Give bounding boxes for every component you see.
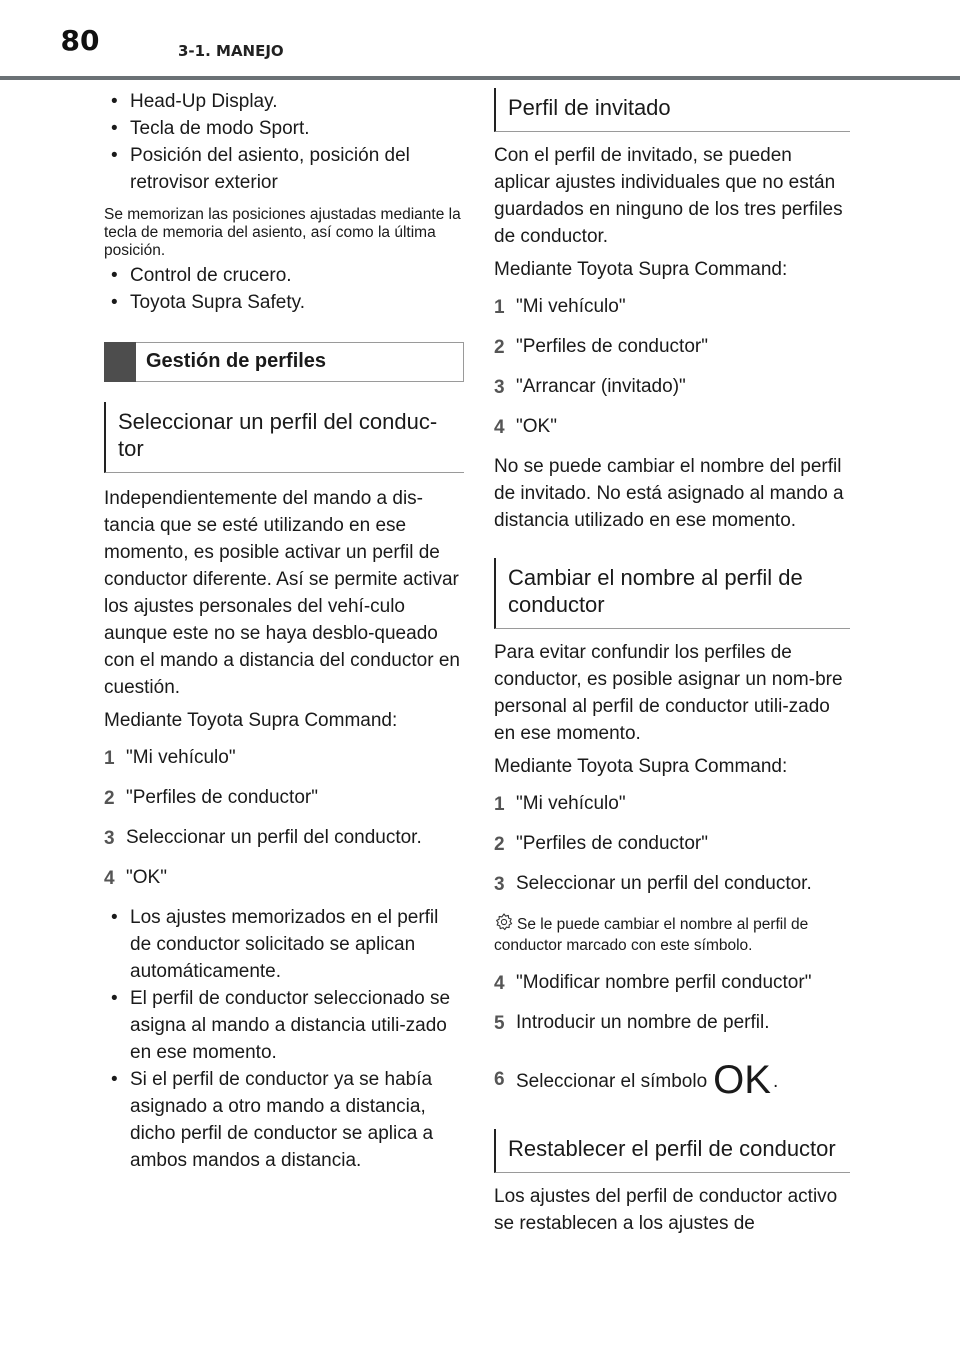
step-text: "Perfiles de conductor" <box>126 787 318 808</box>
step-number: 2 <box>104 788 115 809</box>
step-text: "Modificar nombre perfil conductor" <box>516 972 812 993</box>
step-item <box>494 373 850 401</box>
step-text: "Perfiles de conductor" <box>516 336 708 357</box>
paragraph: Mediante Toyota Supra Command: <box>494 756 788 777</box>
step-number: 4 <box>104 868 115 889</box>
subheading-rename-profile: Cambiar el nombre al perfil de conductor <box>494 558 850 629</box>
page-number: 80 <box>60 24 100 57</box>
step-number: 2 <box>494 834 505 855</box>
list-item: • Toyota Supra Safety. <box>104 289 464 316</box>
step-item <box>494 969 850 997</box>
step-item <box>494 293 850 321</box>
header-rule <box>0 76 960 80</box>
gear-note <box>494 912 850 955</box>
step-number: 1 <box>104 748 115 769</box>
step-number: 3 <box>494 874 505 895</box>
bullet-list-top <box>104 88 464 196</box>
banner-title: Gestión de perfiles <box>146 350 327 372</box>
step-number: 6 <box>494 1069 505 1090</box>
gear-icon <box>494 912 514 937</box>
step-text: "OK" <box>126 867 167 888</box>
step-text: "Mi vehículo" <box>516 793 626 814</box>
paragraph: Para evitar confundir los perfiles de conductor, es posible asignar un nom-bre personal al perfil de conductor utili-zado en ese momento. <box>494 642 843 744</box>
list-item: • Control de crucero. <box>104 262 464 289</box>
step-number: 1 <box>494 794 505 815</box>
section-banner <box>104 342 464 382</box>
step-item <box>104 744 464 772</box>
gear-note-text: Se le puede cambiar el nombre al perfil de conductor marcado con este símbolo. <box>494 916 809 954</box>
step-6-end: . <box>772 1071 779 1092</box>
paragraph: Independientemente del mando a dis-tancia que se esté utilizando en ese momento, es posible activar un perfil de conductor diferente. Así se permite activar los ajustes personales del vehí-culo aunque este no se haya desblo-queado con el mando a distancia del conductor en cuestión. <box>104 488 460 698</box>
step-text: "Mi vehículo" <box>126 747 236 768</box>
step-item <box>104 864 464 892</box>
memory-note: Se memorizan las posiciones ajustadas mediante la tecla de memoria del asiento, así como la última posición. <box>104 206 461 259</box>
right-column <box>494 88 850 1243</box>
step-number: 5 <box>494 1013 505 1034</box>
step-text: Seleccionar un perfil del conductor. <box>516 873 812 894</box>
paragraph: Los ajustes del perfil de conductor activo se restablecen a los ajustes de <box>494 1186 838 1234</box>
subheading-reset-profile: Restablecer el perfil de conductor <box>494 1129 850 1173</box>
step-number: 2 <box>494 337 505 358</box>
step-text: Seleccionar un perfil del conductor. <box>126 827 422 848</box>
step-item <box>494 1009 850 1037</box>
step-item <box>494 870 850 898</box>
step-text <box>516 1058 850 1102</box>
step-item <box>104 824 464 852</box>
paragraph: No se puede cambiar el nombre del perfil de invitado. No está asignado al mando a distancia utilizado en ese momento. <box>494 456 844 531</box>
step-number: 1 <box>494 297 505 318</box>
list-item: • Los ajustes memorizados en el perfil de conductor solicitado se aplican automáticamente. <box>104 904 464 985</box>
step-text: "Arrancar (invitado)" <box>516 376 686 397</box>
step-number: 3 <box>494 377 505 398</box>
step-item <box>494 830 850 858</box>
list-item: • Head-Up Display. <box>104 88 464 115</box>
ok-symbol-icon: OK <box>713 1058 771 1102</box>
paragraph: Con el perfil de invitado, se pueden aplicar ajustes individuales que no están guardados en ninguno de los tres perfiles de conductor. <box>494 145 843 247</box>
step-item <box>494 790 850 818</box>
step-number: 4 <box>494 417 505 438</box>
subheading-guest-profile: Perfil de invitado <box>494 88 850 132</box>
step-item <box>494 333 850 361</box>
step-text: Introducir un nombre de perfil. <box>516 1012 770 1033</box>
step-number: 4 <box>494 973 505 994</box>
list-item: • Tecla de modo Sport. <box>104 115 464 142</box>
step-text: "Perfiles de conductor" <box>516 833 708 854</box>
page-header <box>0 0 960 80</box>
step-item <box>494 1058 850 1102</box>
banner-block <box>104 342 136 382</box>
bullet-list-mid <box>104 262 464 316</box>
step-item <box>494 413 850 441</box>
step-text: "Mi vehículo" <box>516 296 626 317</box>
list-item: • Posición del asiento, posición del retrovisor exterior <box>104 142 464 196</box>
left-column <box>104 88 464 1174</box>
step-item <box>104 784 464 812</box>
section-label: 3-1. MANEJO <box>178 42 284 60</box>
step-6-label: Seleccionar el símbolo <box>516 1071 708 1092</box>
bullet-list-bottom <box>104 904 464 1174</box>
list-item: • Si el perfil de conductor ya se había asignado a otro mando a distancia, dicho perfil de conductor se aplica a ambos mandos a distancia. <box>104 1066 464 1174</box>
list-item: • El perfil de conductor seleccionado se asigna al mando a distancia utili-zado en ese momento. <box>104 985 464 1066</box>
subheading-select-profile: Seleccionar un perfil del conduc-tor <box>104 402 464 473</box>
paragraph: Mediante Toyota Supra Command: <box>494 259 788 280</box>
paragraph: Mediante Toyota Supra Command: <box>104 710 398 731</box>
step-number: 3 <box>104 828 115 849</box>
step-text: "OK" <box>516 416 557 437</box>
